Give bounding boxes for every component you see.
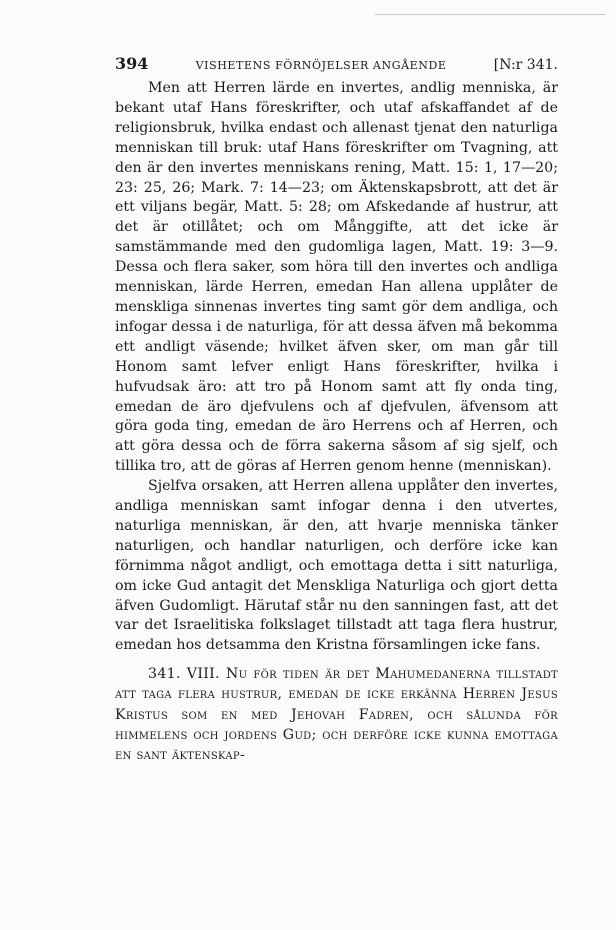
page-header — [115, 54, 558, 73]
book-page — [115, 54, 558, 765]
section-heading-341: 341. VIII. Nu för tiden är det Mahumedanerna tillstadt att taga flera hustrur, emedan de icke erkänna Herren Jesus Kristus som en med Jehovah Fadren, och sålunda för himmelens och jordens Gud; och derföre icke kunna emottaga en sant äktenskap- — [115, 666, 558, 764]
section-reference: [N:r 341. — [493, 57, 558, 73]
body-paragraph-2: Sjelfva orsaken, att Herren allena upplåter den invertes, andliga menniskan samt infogar denna i den utvertes, naturliga menniskan, är den, att hvarje menniska tänker naturligen, och handlar naturligen, och derföre icke kan förnimma något andligt, och emottaga detta i sitt naturliga, om icke Gud antagit det Menskliga Naturliga och gjort detta äfven Gudomligt. Härutaf står nu den sanningen fast, att det var det Israelitiska folkslaget tillstadt att taga flera hustrur, emedan hos detsamma den Kristna församlingen icke fans. — [115, 478, 558, 654]
running-title: VISHETENS FÖRNÖJELSER ANGÅENDE — [195, 59, 447, 72]
page-edge-line — [375, 14, 605, 15]
page-number: 394 — [115, 54, 149, 73]
body-paragraph-1: Men att Herren lärde en invertes, andlig menniska, är bekant utaf Hans föreskrifter, och utaf afskaffandet af de religionsbruk, hvilka endast och allenast tjenat den naturliga menniskan till bruk: utaf Hans föreskrifter om Tvagning, att den är den invertes menniskans rening, Matt. 15: 1, 17—20; 23: 25, 26; Mark. 7: 14—23; om Äktenskapsbrott, att det är ett viljans begär, Matt. 5: 28; om Afskedande af hustrur, att det är otillåtet; och om Månggifte, att det icke är samstämmande med den gudomliga lagen, Matt. 19: 3—9. Dessa och flera saker, som höra till den invertes och andliga menniskan, lärde Herren, emedan Han allena upplåter de menskliga sinnenas invertes ting samt gör dem andliga, och infogar dessa i de naturliga, för att dessa äfven må bekomma ett andligt väsende; hvilket äfven sker, om man går till Honom samt lefver enligt Hans föreskrifter, hvilka i hufvudsak äro: att tro på Honom samt att fly onda ting, emedan de äro djefvulens och af djefvulen, äfvensom att göra goda ting, emedan de äro Herrens och af Herren, och att göra dessa och de förra sakerna såsom af sig sjelf, och tillika tro, att de göras af Herren genom henne (menniskan). — [115, 80, 558, 475]
